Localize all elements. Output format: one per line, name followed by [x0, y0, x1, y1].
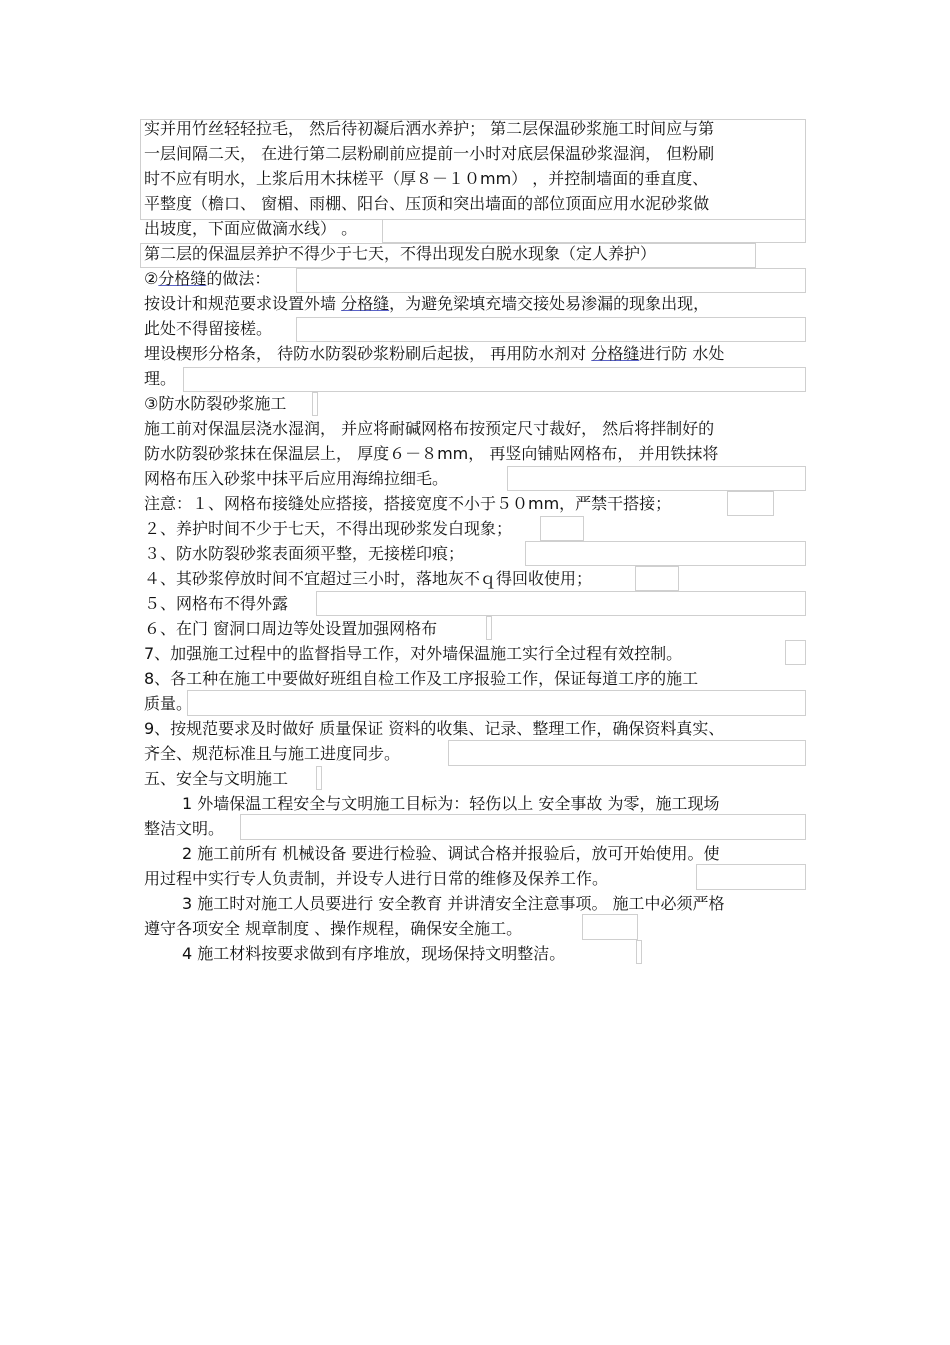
frame-box [540, 516, 584, 541]
body-line: 整洁文明。 [144, 819, 225, 838]
frame-box [312, 392, 318, 416]
frame-box [448, 740, 806, 766]
frame-box [582, 914, 638, 940]
body-line [144, 342, 724, 366]
note-item: 注意：１、网格布接缝处应搭接，搭接宽度不小于５０mm，严禁干搭接； [144, 494, 672, 513]
list-item: 3 施工时对施工人员要进行 安全教育 并讲清安全注意事项。 施工中必须严格 [182, 894, 725, 913]
text-span: ，为避免梁填充墙交接处易渗漏的现象出现， [389, 294, 710, 313]
body-line: 一层间隔二天， 在进行第二层粉刷前应提前一小时对底层保温砂浆湿润， 但粉刷 [144, 144, 715, 163]
text-span: 埋设楔形分格条， 待防水防裂砂浆粉刷后起拔， 再用防水剂对 [144, 344, 592, 363]
body-line: 时不应有明水，上浆后用木抹槎平（厚８－１０mm） ，并控制墙面的垂直度、 [144, 169, 709, 188]
note-item: ４、其砂浆停放时间不宜超过三小时，落地灰不ｑ得回收使用； [144, 569, 593, 588]
frame-box [636, 940, 642, 964]
body-line: 质量。 [144, 694, 193, 713]
heading-text: 的做法： [206, 269, 271, 288]
note-item: ６、在门 窗洞口周边等处设置加强网格布 [144, 619, 438, 638]
frame-box [486, 616, 492, 640]
section-heading-divider-joints [144, 267, 270, 291]
list-item: 1 外墙保温工程安全与文明施工目标为：轻伤以上 安全事故 为零，施工现场 [182, 794, 720, 813]
underlined-term: 分格缝 [158, 269, 207, 288]
list-item: 2 施工前所有 机械设备 要进行检验、调试合格并报验后，放可开始使用。使 [182, 844, 720, 863]
body-line: 施工前对保温层浇水湿润， 并应将耐碱网格布按预定尺寸裁好， 然后将拌制好的 [144, 419, 715, 438]
body-line: 理。 [144, 369, 177, 388]
list-item: 8、各工种在施工中要做好班组自检工作及工序报验工作，保证每道工序的施工 [144, 669, 699, 688]
body-line: 防水防裂砂浆抹在保温层上， 厚度６－８mm， 再竖向铺贴网格布， 并用铁抹将 [144, 444, 719, 463]
heading-marker: ② [144, 269, 159, 288]
note-item: ５、网格布不得外露 [144, 594, 289, 613]
body-line: 齐全、规范标准且与施工进度同步。 [144, 744, 401, 763]
body-line: 此处不得留接槎。 [144, 319, 273, 338]
body-line: 平整度（檐口、 窗楣、雨棚、阳台、压顶和突出墙面的部位顶面应用水泥砂浆做 [144, 194, 710, 213]
body-line: 出坡度，下面应做滴水线） 。 [144, 219, 358, 238]
frame-box [183, 367, 806, 392]
frame-box [296, 268, 806, 293]
body-line: 用过程中实行专人负责制，并设专人进行日常的维修及保养工作。 [144, 869, 609, 888]
frame-box [507, 466, 806, 491]
body-line [144, 292, 709, 316]
frame-box [316, 591, 806, 616]
list-item: 7、加强施工过程中的监督指导工作，对外墙保温施工实行全过程有效控制。 [144, 644, 683, 663]
text-span: 进行防 水处 [639, 344, 725, 363]
section-heading-safety: 五、安全与文明施工 [144, 769, 289, 788]
text-span: 按设计和规范要求设置外墙 [144, 294, 342, 313]
frame-box [785, 640, 806, 665]
section-heading: ③防水防裂砂浆施工 [144, 394, 287, 413]
frame-box [316, 766, 322, 790]
frame-box [382, 219, 806, 243]
note-item: ３、防水防裂砂浆表面须平整，无接槎印痕； [144, 544, 465, 563]
frame-box [187, 690, 806, 716]
frame-box [525, 541, 806, 566]
body-line: 实并用竹丝轻轻拉毛， 然后待初凝后洒水养护； 第二层保温砂浆施工时间应与第 [144, 119, 715, 138]
frame-box [240, 814, 806, 840]
list-item: 4 施工材料按要求做到有序堆放，现场保持文明整洁。 [182, 944, 566, 963]
list-item: 9、按规范要求及时做好 质量保证 资料的收集、记录、整理工作，确保资料真实、 [144, 719, 725, 738]
frame-box [696, 864, 806, 890]
underlined-term: 分格缝 [591, 344, 640, 363]
frame-box [727, 491, 774, 516]
body-line: 第二层的保温层养护不得少于七天，不得出现发白脱水现象（定人养护） [144, 244, 657, 263]
body-line: 遵守各项安全 规章制度 、操作规程，确保安全施工。 [144, 919, 523, 938]
underlined-term: 分格缝 [341, 294, 390, 313]
body-line: 网格布压入砂浆中抹平后应用海绵拉细毛。 [144, 469, 449, 488]
frame-box [635, 566, 679, 591]
note-item: ２、养护时间不少于七天，不得出现砂浆发白现象； [144, 519, 513, 538]
frame-box [296, 317, 806, 342]
